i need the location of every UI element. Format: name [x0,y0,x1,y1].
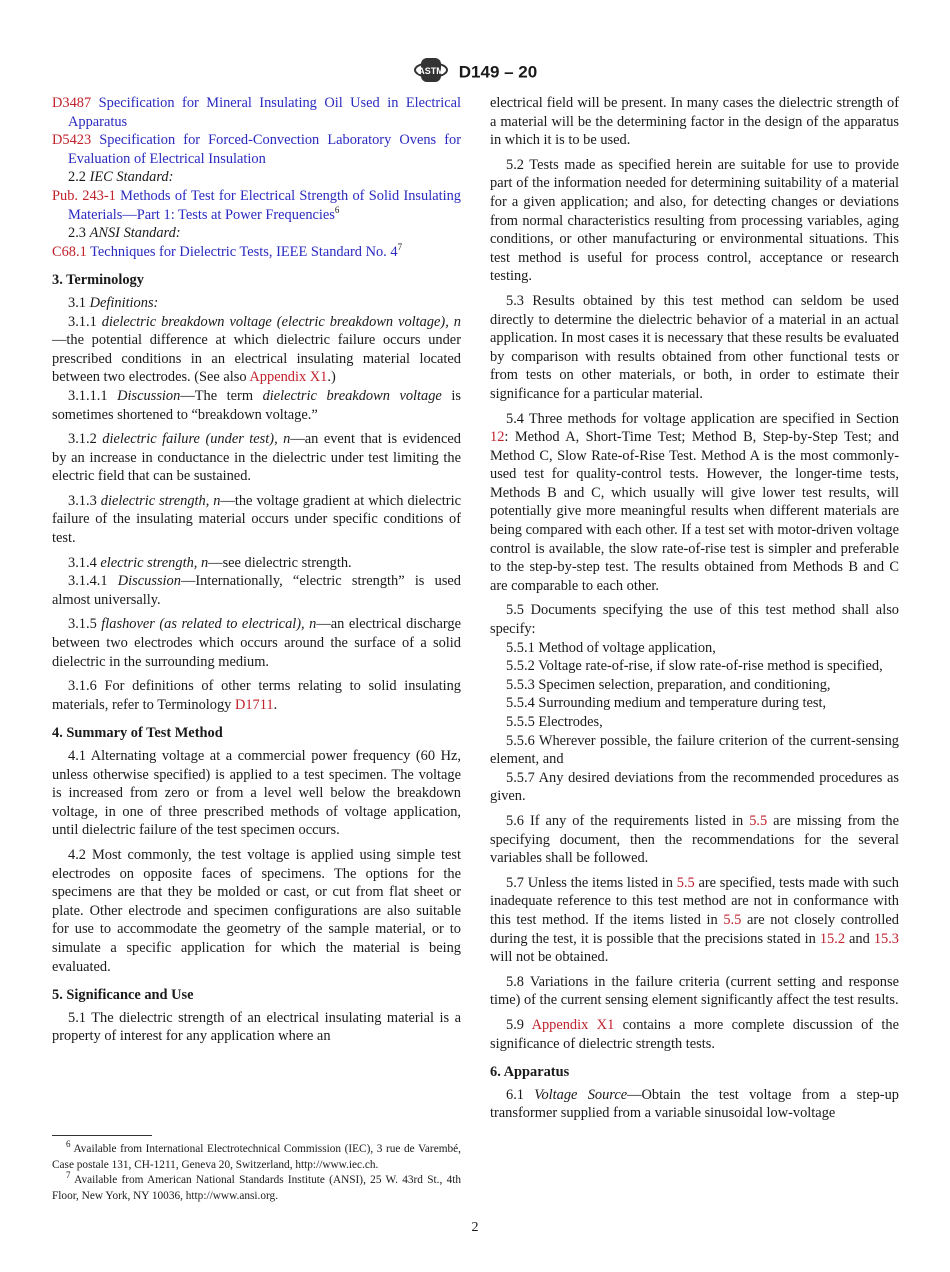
link[interactable]: 12 [490,429,505,446]
paragraph [490,1086,899,1123]
section-heading [52,724,461,743]
text: 4.2 Most commonly, the test voltage is applied using simple test electrodes on opposite faces of specimens. The options for the specimens are that they be molded or cast, or cut from flat sheet or plate. Other electrode and specimen configurations are also suitable for use to accommodate the geometry of the sample material, or to simulate a specific application for which the material is being evaluated. [52,846,461,975]
text: dielectric strength, n [100,492,221,509]
text: 2.3 [68,225,90,242]
text: 6. Apparatus [490,1064,570,1081]
text: 5. Significance and Use [52,987,194,1004]
text: 5.5.6 Wherever possible, the failure criterion of the current-sensing element, and [490,732,899,768]
text: 5.4 Three methods for voltage application are specified in Section [506,410,899,427]
paragraph [52,1009,461,1046]
paragraph [52,387,461,424]
paragraph [490,694,899,713]
right-column [490,94,899,1123]
text: IEC Standard: [89,169,174,186]
link[interactable]: Specification for Mineral Insulating Oil Used in Electrical Apparatus [68,95,461,130]
paragraph [52,554,461,573]
text: —the voltage gradient at which dielectric failure of the insulating material occurs under specific conditions of test. [52,492,461,547]
text: dielectric breakdown voltage [262,387,442,404]
link[interactable]: 5.5 [676,874,695,891]
text: contains a more complete discussion of the significance of dielectric strength tests. [490,1016,900,1052]
link[interactable]: Appendix X1 [531,1016,615,1033]
paragraph [52,615,461,671]
paragraph [490,769,899,806]
astm-logo-icon [413,56,449,89]
footnote-ref: 6 [66,1139,71,1150]
link[interactable]: 5.5 [723,911,742,928]
text: Discussion [117,573,181,590]
text: electric strength, n [100,554,209,571]
paragraph [52,1139,461,1173]
link[interactable]: Pub. 243-1 [52,187,116,204]
text: 5.5 Documents specifying the use of this test method shall also specify: [490,602,899,638]
paragraph [52,492,461,548]
text: 5.5.5 Electrodes, [506,714,603,730]
text: .) [327,369,336,386]
link[interactable]: D5423 [52,132,92,149]
text: 3.1.5 [68,616,102,633]
left-column [52,94,461,1046]
footnote-ref: 7 [66,1170,71,1181]
paragraph [490,713,899,732]
reference-entry [52,131,461,168]
text: —an electrical discharge between two electrodes which occurs around the surface of a solid dielectric in the surrounding medium. [52,616,461,670]
text: 5.7 Unless the items listed in [506,874,677,891]
link[interactable]: Specification for Forced-Convection Laboratory Ovens for Evaluation of Electrical Insulation [68,132,461,167]
text: 5.2 Tests made as specified herein are suitable for use to provide part of the information needed for determining suitability of a material for a given application; and also, for detecting changes or deviations from normal characteristics resulting from processing variables, aging conditions, or other manufacturing or environmental situations. This test method is useful for process control, acceptance or research testing. [490,156,899,285]
text: 5.9 [506,1016,532,1033]
text: 5.8 Variations in the failure criteria (current setting and response time) of the current sensing element significantly affect the test results. [490,973,899,1009]
text: 3.1.1 [68,313,102,330]
paragraph [52,747,461,840]
text: electrical field will be present. In many cases the dielectric strength of a material will be the determining factor in the design of the apparatus in which it is to be used. [490,95,899,149]
reference-entry [52,243,461,262]
link[interactable]: D1711 [234,696,274,713]
text: Available from American National Standards Institute (ANSI), 25 W. 43rd St., 4th Floor, New York, NY 10036, http://www.ansi.org. [52,1174,461,1202]
text: are missing from the specifying document, then the recommendations for the several variables shall be followed. [490,812,899,867]
text: —an event that is evidenced by an increase in conductance in the dielectric under test limiting the electric field that can be sustained. [52,431,461,485]
text: are not closely controlled during the test, it is possible that the precisions stated in [490,911,899,947]
text: —the potential difference at which dielectric failure occurs under prescribed conditions in an electrical insulating material located between two electrodes. (See also [52,332,461,386]
paragraph [52,224,461,243]
link[interactable]: 5.5 [749,812,768,829]
page-number: 2 [471,1220,479,1235]
section-heading [490,1063,899,1082]
link[interactable]: C68.1 [52,243,87,260]
paragraph [490,657,899,676]
paragraph [490,1016,899,1053]
paragraph [490,639,899,658]
footnotes [52,1139,461,1204]
paragraph [490,676,899,695]
text: 4. Summary of Test Method [52,725,223,742]
text: 2.2 [68,169,90,186]
link[interactable]: 15.2 [819,930,846,947]
text: 5.5.2 Voltage rate-of-rise, if slow rate-of-rise method is specified, [506,658,883,675]
text: . [273,696,278,713]
text: 5.3 Results obtained by this test method can seldom be used directly to determine the dielectric behavior of a material in an actual application. In most cases it is necessary that these results be evaluated by comparison with results obtained from other functional tests or from tests on other materials, or both, in order to estimate their significance for a particular material. [490,292,899,402]
text: flashover (as related to electrical), n [101,616,317,633]
footnote-divider [52,1135,152,1136]
text: 5.5.7 Any desired deviations from the recommended procedures as given. [490,769,899,805]
standard-designation: D149 – 20 [458,62,538,82]
text: is sometimes shortened to “breakdown voltage.” [52,387,461,423]
text: 5.1 The dielectric strength of an electrical insulating material is a property of interest for any application where an [52,1009,461,1045]
text: 5.6 If any of the requirements listed in [506,812,750,829]
paragraph [490,601,899,638]
text: —see dielectric strength. [208,554,352,571]
link[interactable]: 15.3 [873,930,899,947]
text: 3.1.6 For definitions of other terms relating to solid insulating materials, refer to Terminology [52,678,461,713]
text: are specified, tests made with such inadequate reference to this test method are not in conformance with this test method. If the items listed in [490,874,899,928]
text: ANSI Standard: [89,225,181,242]
text: 5.5.4 Surrounding medium and temperature during test, [506,695,827,712]
reference-entry [52,187,461,224]
paragraph [490,156,899,286]
text: 3.1.2 [68,431,103,448]
paragraph [490,812,899,868]
paragraph [52,846,461,976]
paragraph [52,677,461,714]
paragraph [52,1170,461,1204]
link[interactable]: Techniques for Dielectric Tests, IEEE Standard No. 4 [86,243,398,260]
text: 3.1.4.1 [68,573,118,590]
text: 3. Terminology [52,272,144,289]
text: Definitions: [89,294,159,311]
paragraph [52,313,461,387]
text: dielectric failure (under test), n [102,431,291,448]
text: Discussion [117,387,181,404]
svg-text:ASTM: ASTM [418,66,444,76]
reference-entry [52,94,461,131]
text: 5.5.3 Specimen selection, preparation, and conditioning, [506,676,831,693]
text: —The term [180,387,263,404]
paragraph [490,732,899,769]
text: will not be obtained. [490,949,609,966]
text: 3.1.1.1 [68,387,118,404]
paragraph [490,973,899,1010]
text: and [845,930,874,947]
section-heading [52,986,461,1005]
text: Available from International Electrotechnical Commission (IEC), 3 rue de Varembé, Case postale 131, CH-1211, Geneva 20, Switzerland, http://www.iec.ch. [52,1143,461,1171]
paragraph [52,430,461,486]
text: Voltage Source [534,1086,628,1103]
footnote-ref: 6 [334,204,340,215]
footnote-ref: 7 [397,241,403,252]
paragraph [52,572,461,609]
link[interactable]: Methods of Test for Electrical Strength of Solid Insulating Materials—Part 1: Tests at Power Frequencies [68,187,461,223]
paragraph [490,410,899,596]
text: 4.1 Alternating voltage at a commercial power frequency (60 Hz, unless otherwise specified) is applied to a test specimen. The voltage is increased from zero or from a level well below the breakdown voltage, in one of three prescribed methods of voltage application, until dielectric failure of the test specimen occurs. [52,748,461,839]
page-header [0,56,950,89]
text: dielectric breakdown voltage (electric breakdown voltage), n [101,313,461,330]
section-heading [52,271,461,290]
text: : Method A, Short-Time Test; Method B, Step-by-Step Test; and Method C, Slow Rate-of-Rise Test. Method A is the most commonly-used test for quality-control tests. However, the longer-time tests, Methods B and C, which usually will give lower test results, will potentially give more meaningful results when different materials are being compared with each other. If a test set with motor-driven voltage control is available, the slow rate-of-rise test is simpler and preferable to the step-by-step test. The results obtained from Methods B and C are comparable to each other. [490,429,899,594]
text: 5.5.1 Method of voltage application, [506,639,716,656]
link[interactable]: D3487 [52,95,92,111]
text: 6.1 [506,1086,535,1103]
text: —Obtain the test voltage from a step-up transformer supplied from a variable sinusoidal low-voltage [490,1086,899,1122]
text: 3.1.4 [68,554,101,571]
paragraph [52,168,461,187]
paragraph [52,294,461,313]
paragraph [490,94,899,150]
paragraph [490,874,899,967]
link[interactable]: Appendix X1 [249,369,328,386]
text: 3.1 [68,294,90,311]
text: —Internationally, “electric strength” is used almost universally. [52,573,461,608]
text: 3.1.3 [68,492,101,509]
paragraph [490,292,899,404]
